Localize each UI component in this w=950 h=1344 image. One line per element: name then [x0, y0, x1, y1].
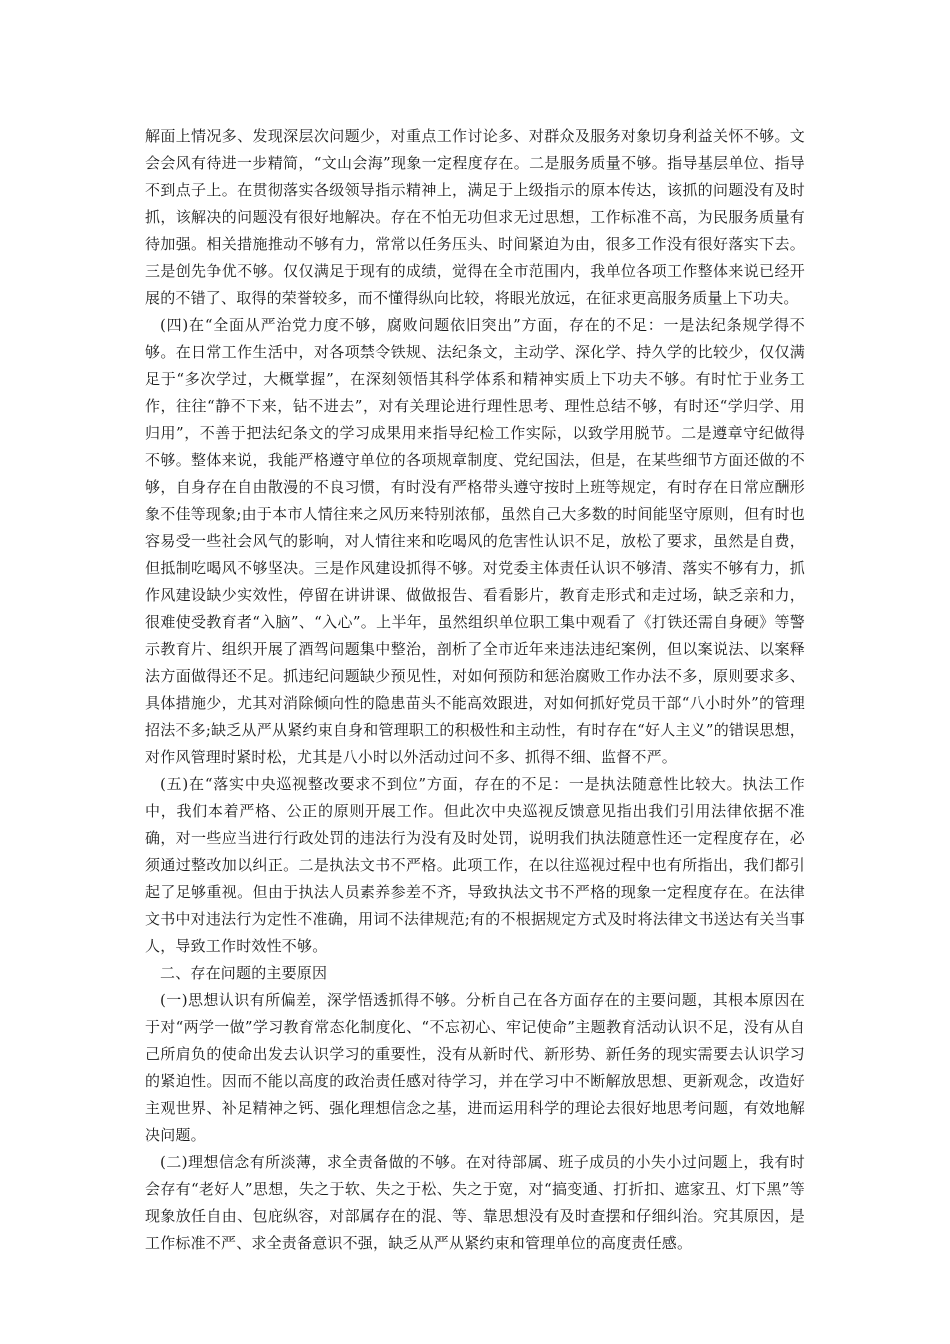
paragraph-cause-one: (一)思想认识有所偏差，深学悟透抓得不够。分析自己在各方面存在的主要问题，其根本原因在于对“两学一做”学习教育常态化制度化、“不忘初心、牢记使命”主题教育活动认识不足，没有从自己所肩负的使命出发去认识学习的重要性，没有从新时代、新形势、新任务的现实需要去认识学习的紧迫性。因而不能以高度的政治责任感对待学习，并在学习中不断解放思想、更新观念，改造好主观世界、补足精神之钙、强化理想信念之基，进而运用科学的理论去很好地思考问题，有效地解决问题。 — [145, 991, 805, 1144]
paragraph-section-four: (四)在“全面从严治党力度不够，腐败问题依旧突出”方面，存在的不足：一是法纪条规学得不够。在日常工作生活中，对各项禁令铁规、法纪条文，主动学、深化学、持久学的比较少，仅仅满足于“多次学过，大概掌握”，在深刻领悟其科学体系和精神实质上下功夫不够。有时忙于业务工作，往往“静不下来，钻不进去”，对有关理论进行理性思考、理性总结不够，有时还“学归学、用归用”，不善于把法纪条文的学习成果用来指导纪检工作实际，以致学用脱节。二是遵章守纪做得不够。整体来说，我能严格遵守单位的各项规章制度、党纪国法，但是，在某些细节方面还做的不够，自身存在自由散漫的不良习惯，有时没有严格带头遵守按时上班等规定，有时存在日常应酬形象不佳等现象;由于本市人情往来之风历来特别浓郁，虽然自己大多数的时间能坚守原则，但有时也容易受一些社会风气的影响，对人情往来和吃喝风的危害性认识不足，放松了要求，虽然是自费，但抵制吃喝风不够坚决。三是作风建设抓得不够。对党委主体责任认识不够清、落实不够有力，抓作风建设缺少实效性，停留在讲讲课、做做报告、看看影片，教育走形式和走过场，缺乏亲和力，很难使受教育者“入脑”、“入心”。上半年，虽然组织单位职工集中观看了《打铁还需自身硬》等警示教育片、组织开展了酒驾问题集中整治，剖析了全市近年来违法违纪案例，但以案说法、以案释法方面做得还不足。抓违纪问题缺少预见性，对如何预防和惩治腐败工作办法不多，原则要求多、具体措施少，尤其对消除倾向性的隐患苗头不能高效跟进，对如何抓好党员干部“八小时外”的管理招法不多;缺乏从严从紧约束自身和管理职工的积极性和主动性，有时存在“好人主义”的错误思想，对作风管理时紧时松，尤其是八小时以外活动过问不多、抓得不细、监督不严。 — [145, 316, 805, 766]
paragraph-section-five: (五)在“落实中央巡视整改要求不到位”方面，存在的不足：一是执法随意性比较大。执法工作中，我们本着严格、公正的原则开展工作。但此次中央巡视反馈意见指出我们引用法律依据不准确，对一些应当进行行政处罚的违法行为没有及时处罚，说明我们执法随意性还一定程度存在，必须通过整改加以纠正。二是执法文书不严格。此项工作，在以往巡视过程中也有所指出，我们都引起了足够重视。但由于执法人员素养参差不齐，导致执法文书不严格的现象一定程度存在。在法律文书中对违法行为定性不准确，用词不法律规范;有的不根据规定方式及时将法律文书送达有关当事人，导致工作时效性不够。 — [145, 775, 805, 955]
paragraph-cause-two: (二)理想信念有所淡薄，求全责备做的不够。在对待部属、班子成员的小失小过问题上，我有时会存有“老好人”思想，失之于软、失之于松、失之于宽，对“搞变通、打折扣、遮家丑、灯下黑”等现象放任自由、包庇纵容，对部属存在的混、等、靠思想没有及时查摆和仔细纠治。究其原因，是工作标准不严、求全责备意识不强，缺乏从严从紧约束和管理单位的高度责任感。 — [145, 1153, 805, 1252]
heading-main-causes: 二、存在问题的主要原因 — [160, 964, 328, 982]
document-body — [145, 123, 805, 1257]
paragraph-service-quality: 解面上情况多、发现深层次问题少，对重点工作讨论多、对群众及服务对象切身利益关怀不够。文会会风有待进一步精简，“文山会海”现象一定程度存在。二是服务质量不够。指导基层单位、指导不到点子上。在贯彻落实各级领导指示精神上，满足于上级指示的原本传达，该抓的问题没有及时抓，该解决的问题没有很好地解决。存在不怕无功但求无过思想，工作标准不高，为民服务质量有待加强。相关措施推动不够有力，常常以任务压头、时间紧迫为由，很多工作没有很好落实下去。三是创先争优不够。仅仅满足于现有的成绩，觉得在全市范围内，我单位各项工作整体来说已经开展的不错了、取得的荣誉较多，而不懂得纵向比较，将眼光放远，在征求更高服务质量上下功夫。 — [145, 127, 805, 307]
